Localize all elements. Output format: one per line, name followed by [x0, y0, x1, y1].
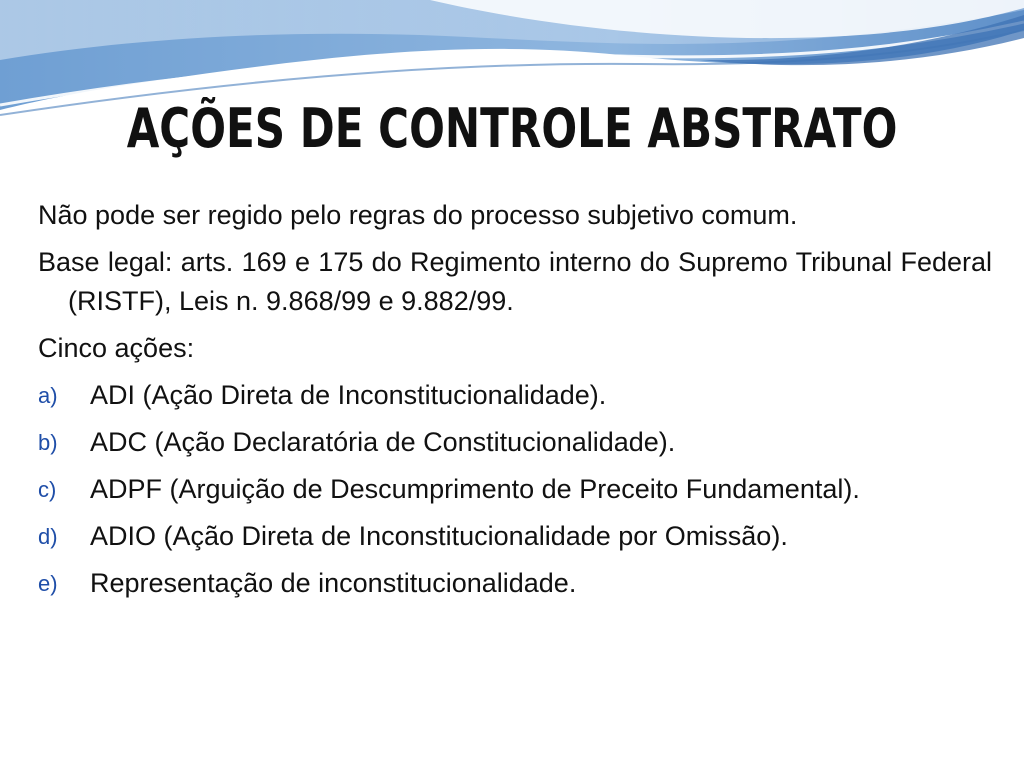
list-item [38, 376, 992, 415]
list-marker: a) [38, 383, 58, 408]
list-item-text: ADC (Ação Declaratória de Constitucionalidade). [90, 427, 676, 457]
list-marker: b) [38, 430, 58, 455]
list-item-text: ADPF (Arguição de Descumprimento de Preceito Fundamental). [90, 474, 860, 504]
list-item-text: ADIO (Ação Direta de Inconstitucionalidade por Omissão). [90, 521, 788, 551]
paragraph: Base legal: arts. 169 e 175 do Regimento interno do Supremo Tribunal Federal (RISTF), Leis n. 9.868/99 e 9.882/99. [38, 247, 992, 316]
list-item [38, 564, 992, 603]
list-item-text: Representação de inconstitucionalidade. [90, 568, 577, 598]
list-item [38, 470, 992, 509]
list-item [38, 423, 992, 462]
list-marker: d) [38, 524, 58, 549]
paragraph: Cinco ações: [38, 333, 195, 363]
list-item [38, 517, 992, 556]
slide-body [38, 196, 992, 611]
list-marker: c) [38, 477, 57, 502]
list-marker: e) [38, 571, 58, 596]
list-item-text: ADI (Ação Direta de Inconstitucionalidade). [90, 380, 607, 410]
slide-title: AÇÕES DE CONTROLE ABSTRATO [126, 97, 898, 160]
paragraph: Não pode ser regido pelo regras do processo subjetivo comum. [38, 200, 798, 230]
